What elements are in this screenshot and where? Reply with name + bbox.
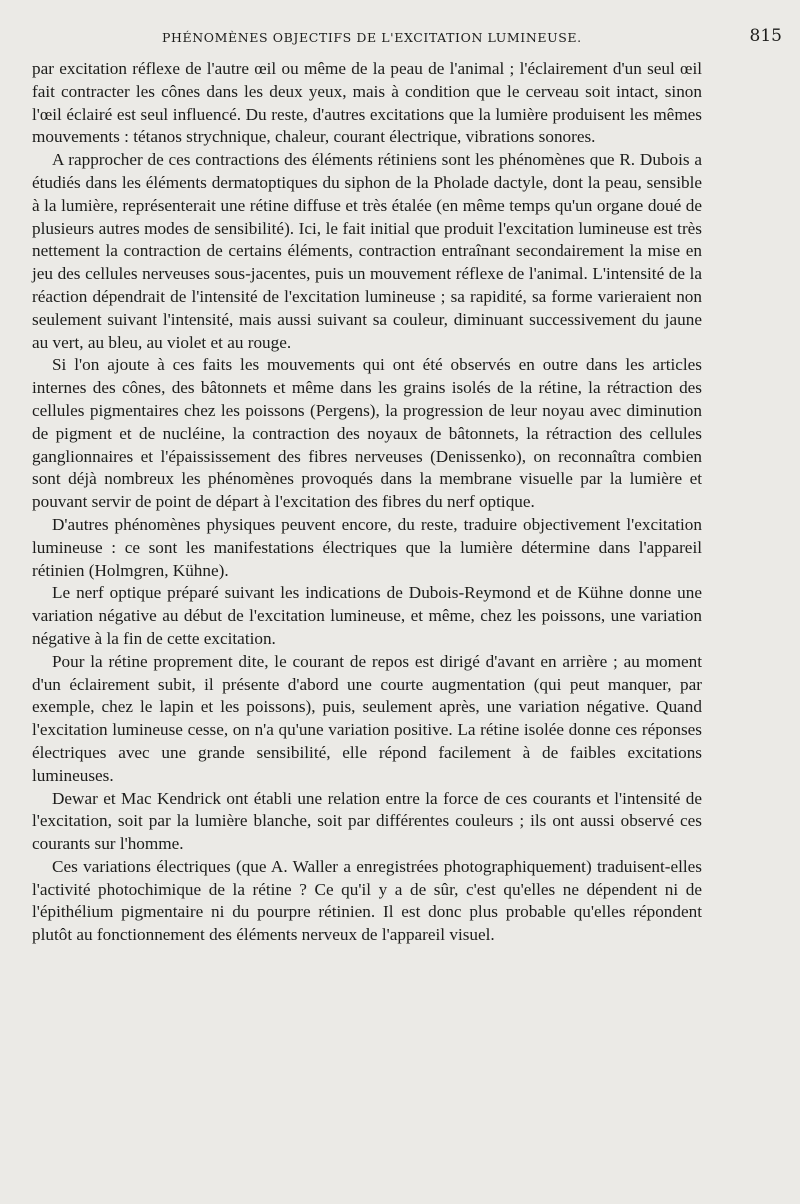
paragraph: Le nerf optique préparé suivant les indications de Dubois-Reymond et de Kühne donne une variation négative au début de l'excitation lumineuse, et même, chez les poissons, une variation négative à la fin de cette excitation.	[32, 583, 702, 648]
paragraph: Pour la rétine proprement dite, le courant de repos est dirigé d'avant en arrière ; au moment d'un éclairement subit, il présente d'abord une courte augmentation (qui peut manquer, par exemple, chez le lapin et les poissons), puis, seulement après, une variation négative. Quand l'excitation lumineuse cesse, on n'a qu'une variation positive. La rétine isolée donne ces réponses électriques avec une grande sensibilité, elle répond facilement à de faibles excitations lumineuses.	[32, 651, 702, 785]
page-body	[32, 58, 702, 947]
paragraph: Dewar et Mac Kendrick ont établi une relation entre la force de ces courants et l'intensité de l'excitation, soit par la lumière blanche, soit par différentes couleurs ; ils ont aussi observé ces courants sur l'homme.	[32, 788, 702, 854]
paragraph: A rapprocher de ces contractions des éléments rétiniens sont les phénomènes que R. Dubois a étudiés dans les éléments dermatoptiques du siphon de la Pholade dactyle, dont la peau, sensible à la lumière, représenterait une rétine diffuse et très étalée (en même temps qu'un organe doué de plusieurs autres modes de sensibilité). Ici, le fait initial que produit l'excitation lumineuse est très nettement la contraction de certains éléments, contraction entraînant secondairement la mise en jeu des cellules nerveuses sous-jacentes, puis un mouvement réflexe de l'animal. L'intensité de la réaction dépendrait de l'intensité de l'excitation lumineuse ; sa rapidité, sa forme varieraient non seulement suivant l'intensité, mais aussi suivant sa couleur, diminuant successivement du jaune au vert, au bleu, au violet et au rouge.	[32, 150, 702, 352]
page-header	[32, 22, 782, 52]
running-head: PHÉNOMÈNES OBJECTIFS DE L'EXCITATION LUMINEUSE.	[162, 30, 582, 45]
paragraph: par excitation réflexe de l'autre œil ou même de la peau de l'animal ; l'éclairement d'un seul œil fait contracter les cônes dans les deux yeux, mais à condition que le cerveau soit intact, sinon l'œil éclairé est seul influencé. Du reste, d'autres excitations que la lumière produisent les mêmes mouvements : tétanos strychnique, chaleur, courant électrique, vibrations sonores.	[32, 59, 702, 147]
paragraph: Ces variations électriques (que A. Waller a enregistrées photographiquement) traduisent-elles l'activité photochimique de la rétine ? Ce qu'il y a de sûr, c'est qu'elles ne dépendent ni de l'épithélium pigmentaire ni du pourpre rétinien. Il est donc plus probable qu'elles répondent plutôt au fonctionnement des éléments nerveux de l'appareil visuel.	[32, 856, 702, 945]
paragraph: Si l'on ajoute à ces faits les mouvements qui ont été observés en outre dans les articles internes des cônes, des bâtonnets et même dans les grains isolés de la rétine, la rétraction des cellules pigmentaires chez les poissons (Pergens), la progression de leur noyau avec diminution de pigment et de nucléine, la contraction des noyaux de bâtonnets, la rétraction des cellules ganglionnaires et l'épaississement des fibres nerveuses (Denissenko), on reconnaîtra combien sont déjà nombreux les phénomènes provoqués dans la membrane visuelle par la lumière et pouvant servir de point de départ à l'excitation des fibres du nerf optique.	[32, 355, 702, 512]
paragraph: D'autres phénomènes physiques peuvent encore, du reste, traduire objectivement l'excitation lumineuse : ce sont les manifestations électriques que la lumière détermine dans l'appareil rétinien (Holmgren, Kühne).	[32, 514, 702, 580]
page-number: 815	[749, 26, 782, 46]
